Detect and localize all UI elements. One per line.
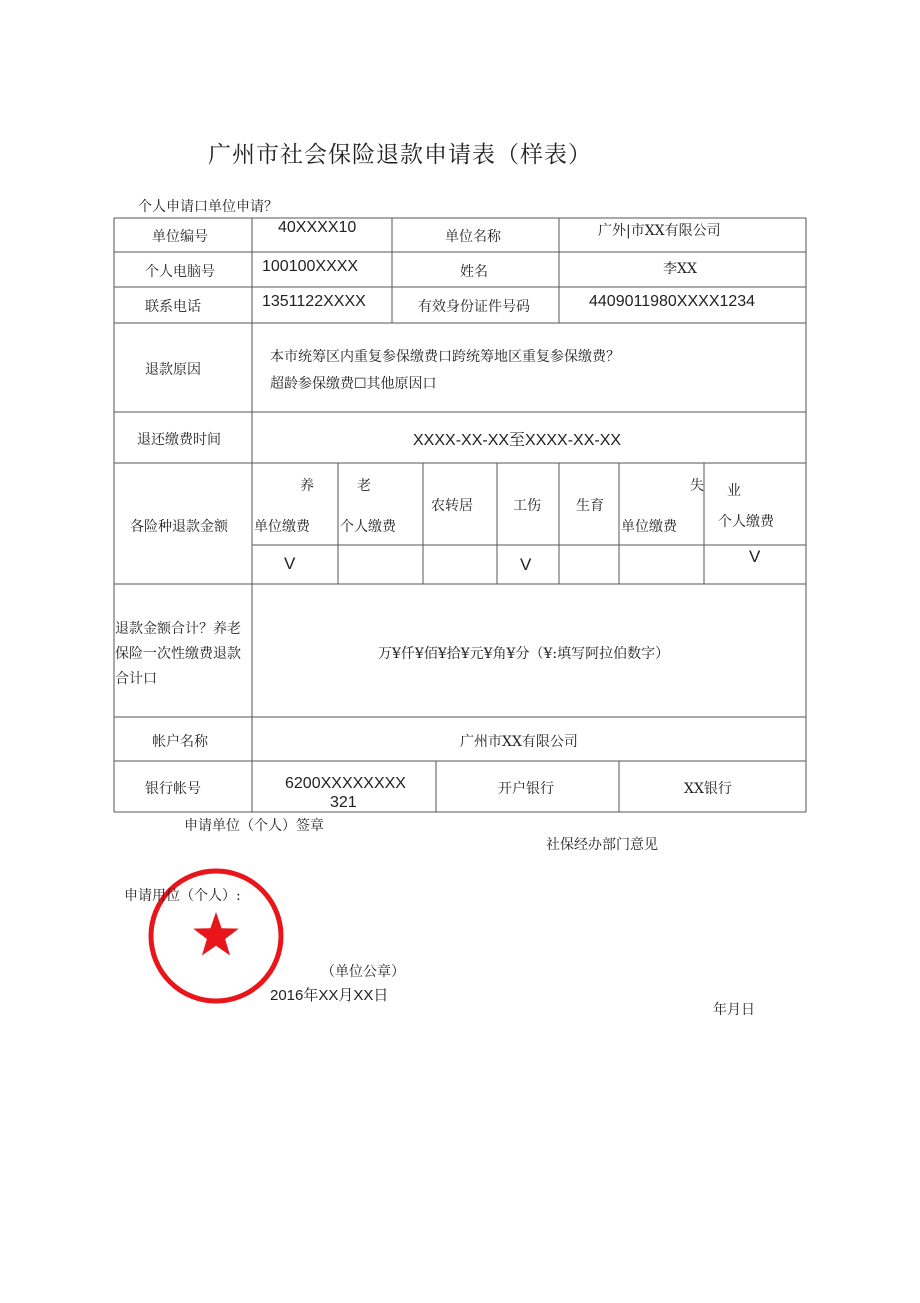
injury-check[interactable]: V	[520, 555, 532, 574]
refund-total-label: 退款金额合计？养老保险一次性缴费退款合计口	[115, 621, 241, 687]
maternity-header: 生育	[576, 498, 604, 514]
unemployment-heading-part1: 失	[690, 478, 704, 494]
applicant-unit-label: 申请用位（个人）:	[124, 888, 241, 904]
id-no-label: 有效身份证件号码	[418, 299, 530, 315]
name-label: 姓名	[460, 264, 488, 280]
bank-account-value-line2[interactable]: 321	[330, 794, 357, 811]
name-value[interactable]: 李XX	[663, 261, 697, 277]
account-name-value[interactable]: 广州市XX有限公司	[460, 734, 578, 750]
page-title: 广州市社会保险退款申请表（样表）	[208, 142, 592, 168]
pension-unit-header: 单位缴费	[254, 519, 310, 535]
phone-label: 联系电话	[145, 299, 201, 315]
unemployment-personal-check[interactable]: V	[749, 547, 761, 566]
refund-reason-option-line2[interactable]: 超龄参保缴费☐其他原因口	[270, 376, 437, 392]
refund-total-value[interactable]: 万¥仟¥佰¥拾¥元¥角¥分（¥:填写阿拉伯数字）	[378, 646, 670, 662]
unemployment-personal-header: 个人缴费	[718, 514, 774, 530]
unit-name-label: 单位名称	[445, 229, 501, 245]
refund-reason-option-line1[interactable]: 本市统筹区内重复参保缴费口跨统筹地区重复参保缴费？	[270, 349, 620, 365]
unit-code-label: 单位编号	[152, 229, 208, 245]
phone-value[interactable]: 1351122XXXX	[262, 293, 366, 310]
bank-account-label: 银行帐号	[145, 781, 201, 797]
pension-heading-part2: 老	[357, 478, 371, 494]
applicant-sign-label: 申请单位（个人）签章	[184, 818, 324, 834]
applicant-date[interactable]: 2016年XX月XX日	[270, 987, 389, 1004]
rural-to-urban-header: 农转居	[431, 498, 473, 514]
id-no-value[interactable]: 4409011980XXXX1234	[589, 293, 756, 310]
account-name-label: 帐户名称	[152, 734, 208, 750]
refund-period-label: 退还缴费时间	[137, 432, 221, 448]
refund-period-value[interactable]: XXXX-XX-XX至XXXX-XX-XX	[413, 432, 622, 449]
personal-no-value[interactable]: 100100XXXX	[262, 258, 359, 275]
insurance-refund-label: 各险种退款金额	[130, 519, 228, 535]
pension-unit-check[interactable]: V	[284, 554, 296, 573]
injury-header: 工伤	[513, 498, 541, 514]
opening-bank-value[interactable]: XX银行	[684, 781, 732, 797]
unemployment-unit-header: 单位缴费	[621, 519, 677, 535]
personal-no-label: 个人电脑号	[145, 264, 215, 280]
unemployment-heading-part2: 业	[727, 483, 741, 499]
bank-account-value-line1[interactable]: 6200XXXXXXXX	[285, 775, 406, 792]
pension-heading-part1: 养	[300, 478, 314, 494]
unit-name-value[interactable]: 广外|市XX有限公司	[598, 223, 721, 239]
opinion-date-label: 年月日	[713, 1002, 755, 1018]
opening-bank-label: 开户银行	[498, 781, 554, 797]
refund-reason-label: 退款原因	[145, 362, 201, 378]
apply-type-options[interactable]: 个人申请口单位申请？	[138, 199, 278, 215]
unit-code-value[interactable]: 40XXXX10	[278, 219, 357, 236]
social-security-opinion-label: 社保经办部门意见	[546, 837, 658, 853]
unit-seal-label: （单位公章）	[321, 964, 405, 980]
pension-personal-header: 个人缴费	[340, 519, 396, 535]
